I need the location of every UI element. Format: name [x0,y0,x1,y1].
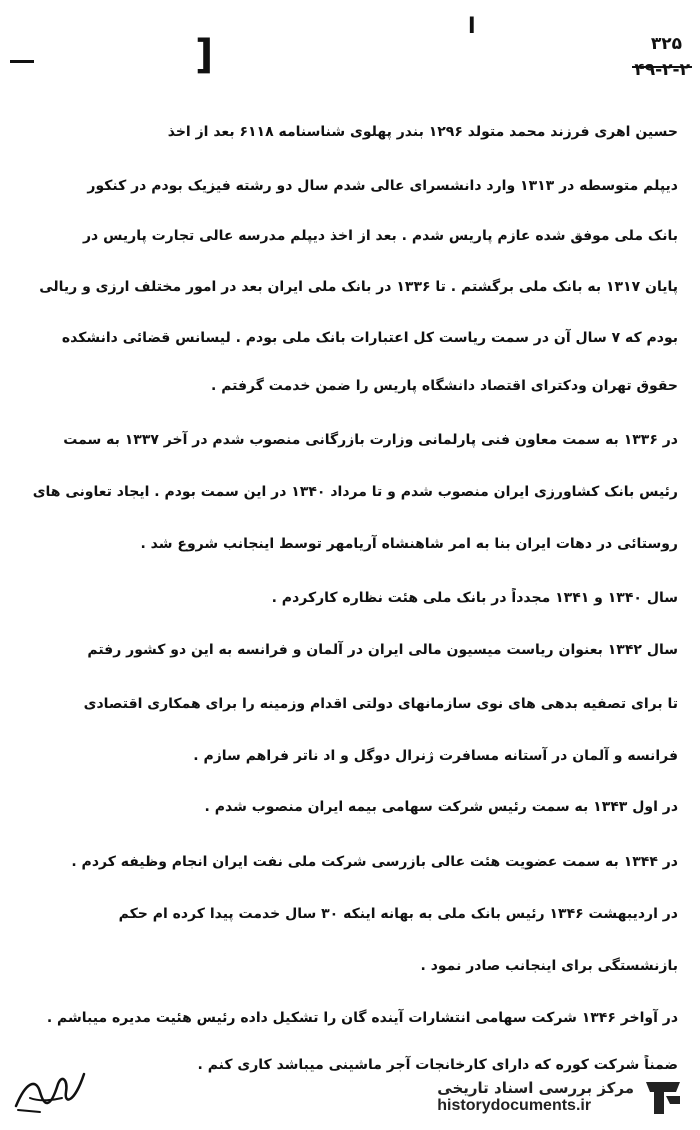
dash-mark [10,60,34,63]
body-line-12: تا برای تصفیه بدهی های نوی سازمانهای دولتی اقدام وزمینه را برای همکاری اقتصادی [83,696,678,712]
signature [10,1062,90,1117]
body-line-17: بازنشستگی برای اینجانب صادر نمود . [420,958,678,974]
body-line-11: سال ۱۳۴۲ بعنوان ریاست میسیون مالی ایران در آلمان و فرانسه به این دو کشور رفتم [87,642,678,658]
watermark-name: مرکز بررسی اسناد تاریخی [437,1079,634,1097]
body-line-10: سال ۱۳۴۰ و ۱۳۴۱ مجدداً در بانک ملی هئت نظاره کارکردم . [271,590,678,606]
body-line-6: حقوق تهران ودکترای اقتصاد دانشگاه پاریس را ضمن خدمت گرفتم . [211,378,678,394]
body-line-13: فرانسه و آلمان در آستانه مسافرت ژنرال دوگل و اد ناتر فراهم سازم . [193,748,678,764]
body-line-8: رئیس بانک کشاورزی ایران منصوب شدم و تا مرداد ۱۳۴۰ در این سمت بودم . ایجاد تعاونی های [32,484,678,500]
body-line-18: در آواخر ۱۳۴۶ شرکت سهامی انتشارات آینده گان را تشکیل داده رئیس هئیت مدیره میباشم . [46,1010,678,1026]
body-line-2: دیپلم متوسطه در ۱۳۱۳ وارد دانشسرای عالی شدم سال دو رشته فیزیک بودم در کنکور [87,178,678,194]
watermark-text [437,1079,634,1115]
body-line-4: پایان ۱۳۱۷ به بانک ملی برگشتم . تا ۱۳۳۶ در بانک ملی ایران بعد در امور مختلف ارزی و ریالی [39,279,678,295]
body-line-19: ضمناً شرکت کوره که دارای کارخانجات آجر ماشینی میباشد کاری کنم . [197,1057,678,1073]
body-line-3: بانک ملی موفق شده عازم پاریس شدم . بعد از اخذ دیپلم مدرسه عالی تجارت پاریس در [82,228,678,244]
body-line-1: حسین اهری فرزند محمد متولد ۱۲۹۶ بندر پهلوی شناسنامه ۶۱۱۸ بعد از اخذ [167,124,678,140]
body-line-16: در اردیبهشت ۱۳۴۶ رئیس بانک ملی به بهانه اینکه ۳۰ سال خدمت پیدا کرده ام حکم [118,906,678,922]
body-line-15: در ۱۳۴۴ به سمت عضویت هئت عالی بازرسی شرکت ملی نفت ایران انجام وظیفه کردم . [71,854,678,870]
reference-number: ۴۹-۲-۲ [634,60,690,80]
body-line-14: در اول ۱۳۴۳ به سمت رئیس شرکت سهامی بیمه ایران منصوب شدم . [204,799,678,815]
archive-emblem-icon [640,1074,686,1120]
body-line-9: روستائی در دهات ایران بنا به امر شاهنشاه آریامهر توسط اینجانب شروع شد . [140,536,678,552]
watermark-logo [437,1074,686,1120]
side-mark: ] [195,32,214,78]
top-mark: ا [468,14,476,39]
body-line-7: در ۱۳۳۶ به سمت معاون فنی پارلمانی وزارت بازرگانی منصوب شدم در آخر ۱۳۳۷ به سمت [63,432,678,448]
body-line-5: بودم که ۷ سال آن در سمت ریاست کل اعتبارات بانک ملی بودم . لیسانس قضائی دانشکده [61,330,678,346]
page-number: ۳۲۵ [650,34,682,54]
watermark-url: historydocuments.ir [437,1097,592,1114]
